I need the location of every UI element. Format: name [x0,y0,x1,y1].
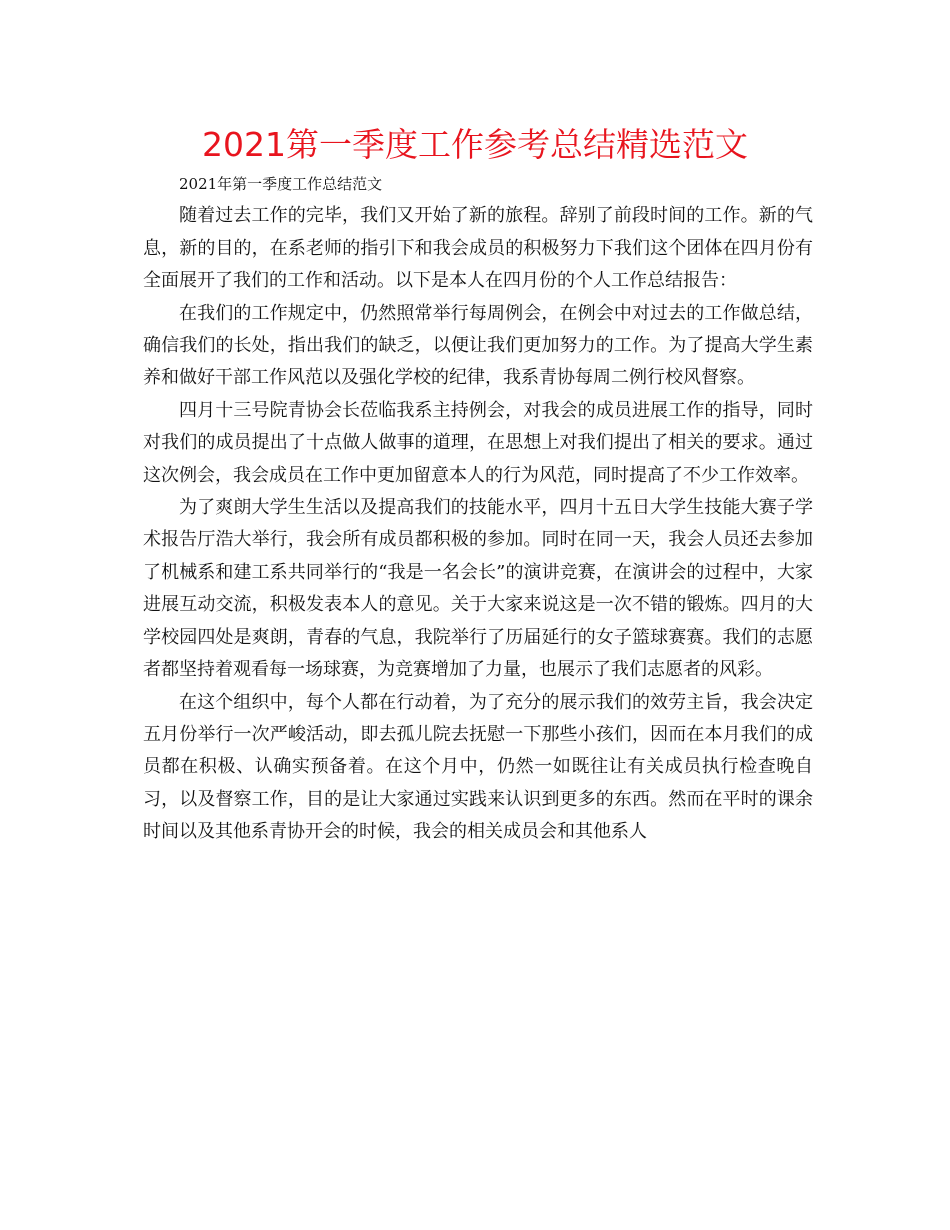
paragraph-2: 在我们的工作规定中，仍然照常举行每周例会，在例会中对过去的工作做总结，确信我们的长处，指出我们的缺乏，以便让我们更加努力的工作。为了提高大学生素养和做好干部工作风范以及强化学校的纪律，我系青协每周二例行校风督察。 [143,302,813,389]
document-title: 2021第一季度工作参考总结精选范文 [202,125,748,164]
document-body [143,168,813,849]
paragraph-5: 在这个组织中，每个人都在行动着，为了充分的展示我们的效劳主旨，我会决定五月份举行一次严峻活动，即去孤儿院去抚慰一下那些小孩们，因而在本月我们的成员都在积极、认确实预备着。在这个月中，仍然一如既往让有关成员执行检查晚自习，以及督察工作，目的是让大家通过实践来认识到更多的东西。然而在平时的课余时间以及其他系青协开会的时候，我会的相关成员会和其他系人 [143,691,813,843]
paragraph-3: 四月十三号院青协会长莅临我系主持例会，对我会的成员进展工作的指导，同时对我们的成员提出了十点做人做事的道理，在思想上对我们提出了相关的要求。通过这次例会，我会成员在工作中更加留意本人的行为风范，同时提高了不少工作效率。 [143,399,813,486]
document-subtitle: 2021年第一季度工作总结范文 [179,175,383,193]
paragraph-4: 为了爽朗大学生生活以及提高我们的技能水平，四月十五日大学生技能大赛子学术报告厅浩大举行，我会所有成员都积极的参加。同时在同一天，我会人员还去参加了机械系和建工系共同举行的“我是一名会长”的演讲竞赛，在演讲会的过程中，大家进展互动交流，积极发表本人的意见。关于大家来说这是一次不错的锻炼。四月的大学校园四处是爽朗，青春的气息，我院举行了历届延行的女子篮球赛赛。我们的志愿者都坚持着观看每一场球赛，为竞赛增加了力量，也展示了我们志愿者的风彩。 [143,497,813,681]
paragraph-1: 随着过去工作的完毕，我们又开始了新的旅程。辞别了前段时间的工作。新的气息，新的目的，在系老师的指引下和我会成员的积极努力下我们这个团体在四月份有全面展开了我们的工作和活动。以下是本人在四月份的个人工作总结报告： [143,205,813,292]
